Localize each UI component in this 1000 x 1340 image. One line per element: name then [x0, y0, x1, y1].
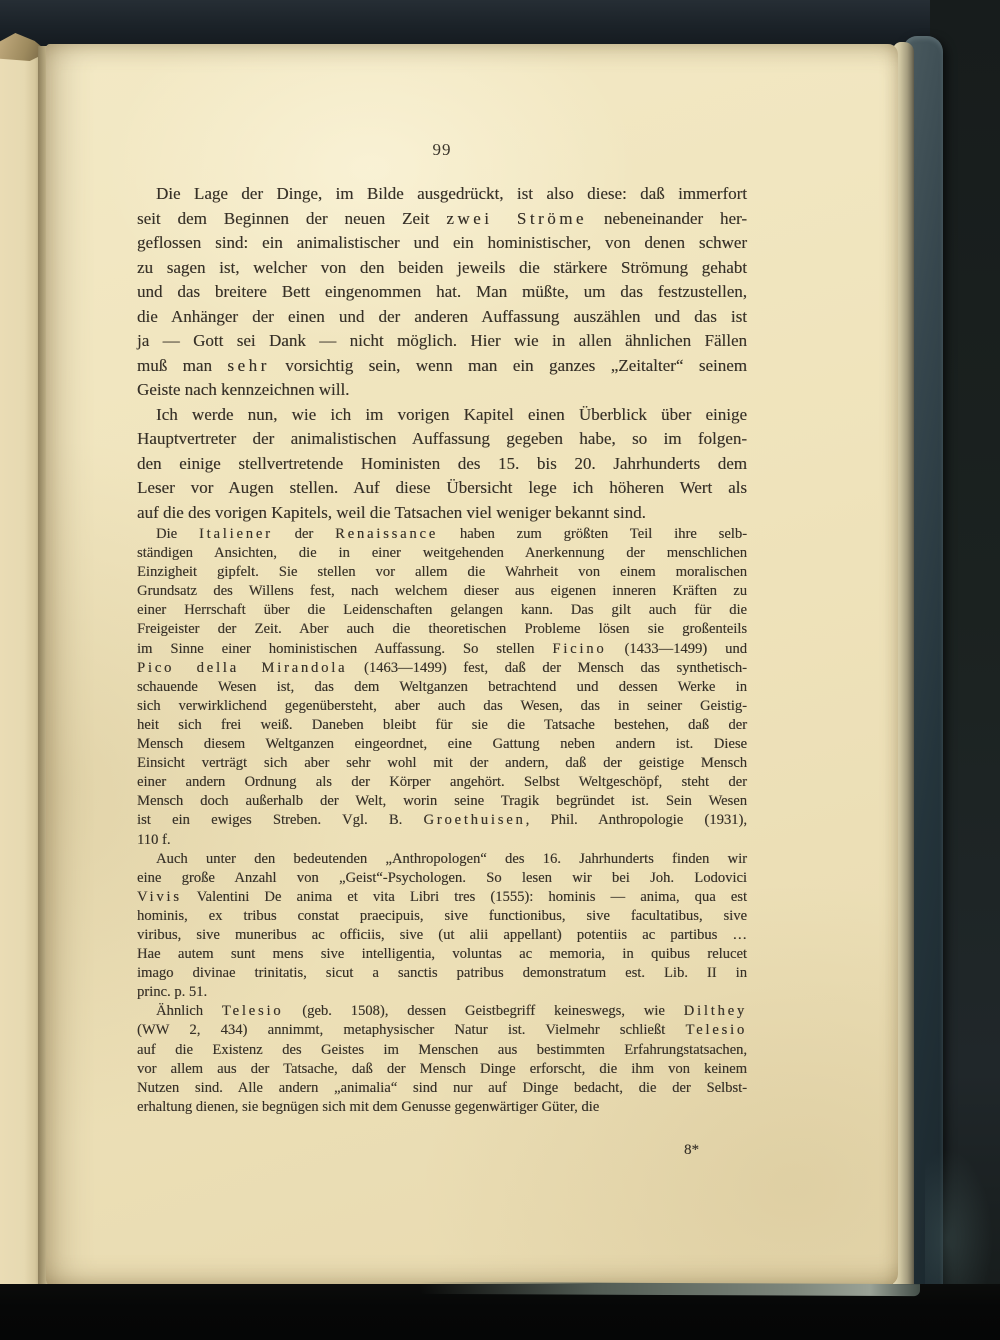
paragraph — [137, 182, 747, 403]
text-line — [137, 1060, 747, 1079]
text-segment: im Sinne einer hoministischen Auffassung. So stellen — [137, 640, 553, 657]
text-line — [137, 1041, 747, 1060]
text-segment: erhaltung dienen, sie begnügen sich mit dem Genusse gegenwärtiger Güter, die — [137, 1098, 600, 1115]
text-segment: Grundsatz des Willens fest, nach welchem dieser aus eigenen inneren Kräften zu — [137, 583, 747, 600]
text-line — [137, 1079, 747, 1098]
background-top-band — [0, 0, 1000, 48]
text-segment: Einsicht verträgt sich aber sehr wohl mit der andern, daß der geistige Mensch — [137, 755, 747, 772]
text-line — [137, 678, 747, 697]
text-segment: der — [272, 526, 336, 542]
text-segment: muß man — [137, 355, 228, 375]
text-line — [137, 735, 747, 754]
text-line — [137, 640, 747, 659]
text-segment: die Anhänger der einen und der anderen Auffassung auszählen und das ist — [137, 306, 747, 326]
text-segment: Freigeister der Zeit. Aber auch die theoretischen Probleme lösen sie großenteils — [137, 621, 747, 638]
text-segment: Einzigheit gipfelt. Sie stellen vor allem die Wahrheit von einem moralischen — [137, 564, 747, 581]
text-line — [137, 476, 747, 501]
text-line — [137, 659, 747, 678]
text-segment: auf die des vorigen Kapitels, weil die Tatsachen viel weniger bekannt sind. — [137, 502, 646, 522]
letterspaced-text: Renaissance — [335, 526, 439, 542]
text-line — [137, 182, 747, 207]
text-line — [137, 754, 747, 773]
text-segment: den einige stellvertretende Hoministen des 15. bis 20. Jahrhunderts dem — [137, 453, 747, 473]
text-line — [137, 945, 747, 964]
text-line — [137, 403, 747, 428]
text-segment: ja — Gott sei Dank — nicht möglich. Hier wie in allen ähnlichen Fällen — [137, 331, 747, 350]
text-line — [137, 378, 747, 403]
text-segment: seit dem Beginnen der neuen Zeit — [137, 208, 447, 228]
letterspaced-text: sehr — [227, 355, 270, 375]
text-line — [137, 773, 747, 792]
text-line — [137, 1098, 747, 1117]
letterspaced-text: Italiener — [198, 526, 273, 542]
letterspaced-text: Telesio — [221, 1003, 284, 1020]
text-line — [137, 888, 747, 907]
text-line — [137, 501, 747, 526]
text-segment: Mensch diesem Weltganzen eingeordnet, eine Gattung neben andern ist. Diese — [137, 736, 747, 753]
text-line — [137, 792, 747, 811]
text-line — [137, 907, 747, 926]
paragraph — [137, 525, 747, 850]
text-segment: ist ein ewiges Streben. Vgl. B. — [137, 812, 424, 829]
text-line — [137, 811, 747, 830]
text-segment: auf die Existenz des Geistes im Menschen aus bestimmten Erfahrungstatsachen, — [137, 1041, 747, 1058]
text-line — [137, 850, 747, 869]
text-segment: viribus, sive muneribus ac officiis, sive (ut alii appellant) potentiis ac partibus … — [137, 926, 747, 943]
text-segment: Nutzen sind. Alle andern „animalia“ sind nur auf Dinge bedacht, die der Selbst- — [137, 1079, 747, 1096]
text-line — [137, 620, 747, 639]
letterspaced-text: Pico della Mirandola — [137, 659, 348, 676]
text-line — [137, 427, 747, 452]
paragraph — [137, 850, 747, 1003]
text-segment: (WW 2, 434) annimmt, metaphysischer Natur ist. Vielmehr schließt — [137, 1022, 686, 1039]
text-line — [137, 525, 747, 544]
text-line — [137, 1002, 747, 1021]
text-segment: heit sich frei weiß. Daneben bleibt für sie die Tatsache bestehen, daß der — [137, 716, 747, 733]
text-line — [137, 697, 747, 716]
letterspaced-text: zwei Ströme — [446, 208, 587, 228]
text-segment: (1463—1499) fest, daß der Mensch das synthetisch- — [347, 659, 747, 676]
text-segment: vorsichtig sein, wenn man ein ganzes „Zeitalter“ seinem — [269, 355, 747, 375]
text-segment: Valentini De anima et vita Libri tres (1555): hominis — anima, qua est — [181, 888, 747, 905]
text-segment: vor allem aus der Tatsache, daß der Mensch Dinge erforscht, die ihm von keinem — [137, 1060, 747, 1077]
text-line — [137, 563, 747, 582]
text-line — [137, 926, 747, 945]
book-page — [46, 44, 898, 1286]
text-segment: Leser vor Augen stellen. Auf diese Übersicht lege ich höheren Wert als — [137, 478, 747, 497]
letterspaced-text: Vivis — [137, 888, 182, 905]
text-segment: (1433—1499) und — [606, 640, 747, 657]
text-segment: Die — [156, 526, 199, 542]
text-line — [137, 231, 747, 256]
text-line — [137, 329, 747, 354]
text-segment: einer Herrschaft über die Leidenschaften gelangen kann. Das gilt auch für die — [137, 602, 747, 619]
text-segment: ständigen Ansichten, die in einer weitgehenden Anerkennung der menschlichen — [137, 545, 747, 562]
text-line — [137, 256, 747, 281]
text-line — [137, 869, 747, 888]
text-segment: schauende Wesen ist, das dem Weltganzen betrachtend und dessen Werke in — [137, 678, 747, 695]
text-line — [137, 983, 747, 1002]
text-segment: eine große Anzahl von „Geist“-Psychologen. So lesen wir bei Joh. Lodovici — [137, 869, 747, 886]
text-segment: und das breitere Bett eingenommen hat. Man müßte, um das festzustellen, — [137, 282, 747, 301]
text-block — [137, 182, 747, 1117]
text-line — [137, 280, 747, 305]
text-line — [137, 1021, 747, 1040]
letterspaced-text: Groethuisen — [423, 812, 526, 829]
text-segment: zu sagen ist, welcher von den beiden jeweils die stärkere Strömung gehabt — [137, 257, 747, 277]
text-segment: 110 f. — [137, 831, 171, 848]
text-line — [137, 207, 747, 232]
text-line — [137, 354, 747, 379]
letterspaced-text: Dilthey — [683, 1003, 748, 1020]
text-segment: princ. p. 51. — [137, 984, 208, 1001]
letterspaced-text: Telesio — [685, 1022, 747, 1039]
text-segment: einer andern Ordnung als der Körper angehört. Selbst Weltgeschöpf, steht der — [137, 774, 747, 791]
text-segment: Mensch doch außerhalb der Welt, worin seine Tragik begründet ist. Sein Wesen — [137, 793, 747, 810]
text-segment: nebeneinander her- — [586, 208, 748, 228]
letterspaced-text: Ficino — [552, 640, 607, 657]
text-segment: Ähnlich — [156, 1003, 222, 1020]
signature-mark: 8* — [684, 1142, 699, 1158]
text-line — [137, 582, 747, 601]
text-segment: imago divinae trinitatis, sicut a sanctis patribus demonstratum est. Lib. II in — [137, 965, 747, 982]
page-number: 99 — [432, 140, 452, 159]
text-segment: sich verwirklichend gegenübersteht, aber auch das Wesen, das in seiner Geistig- — [137, 697, 747, 714]
text-line — [137, 452, 747, 477]
text-segment: , Phil. Anthropologie (1931), — [525, 812, 747, 829]
paragraph — [137, 1002, 747, 1117]
text-line — [137, 716, 747, 735]
text-segment: haben zum größten Teil ihre selb- — [438, 526, 748, 542]
text-segment: Geiste nach kennzeichnen will. — [137, 380, 350, 399]
text-line — [137, 831, 747, 850]
bottom-page-edges — [420, 1282, 920, 1296]
paragraph — [137, 403, 747, 526]
text-segment: (geb. 1508), dessen Geistbegriff keineswegs, wie — [283, 1003, 684, 1020]
text-segment: Auch unter den bedeutenden „Anthropologen“ des 16. Jahrhunderts finden wir — [156, 850, 747, 867]
text-line — [137, 601, 747, 620]
text-segment: Hauptvertreter der animalistischen Auffassung gegeben habe, so im folgen- — [137, 429, 747, 448]
text-segment: Hae autem sunt mens sive intelligentia, voluntas ac memoria, in quibus relucet — [137, 946, 747, 963]
text-segment: Ich werde nun, wie ich im vorigen Kapitel einen Überblick über einige — [156, 404, 747, 424]
text-line — [137, 544, 747, 563]
text-line — [137, 964, 747, 983]
text-segment: geflossen sind: ein animalistischer und ein hoministischer, von denen schwer — [137, 233, 747, 252]
text-segment: hominis, ex tribus constat praecipuis, sive functionibus, sive facultatibus, sive — [137, 907, 747, 924]
text-line — [137, 305, 747, 330]
text-segment: Die Lage der Dinge, im Bilde ausgedrückt, ist also diese: daß immerfort — [156, 184, 747, 203]
